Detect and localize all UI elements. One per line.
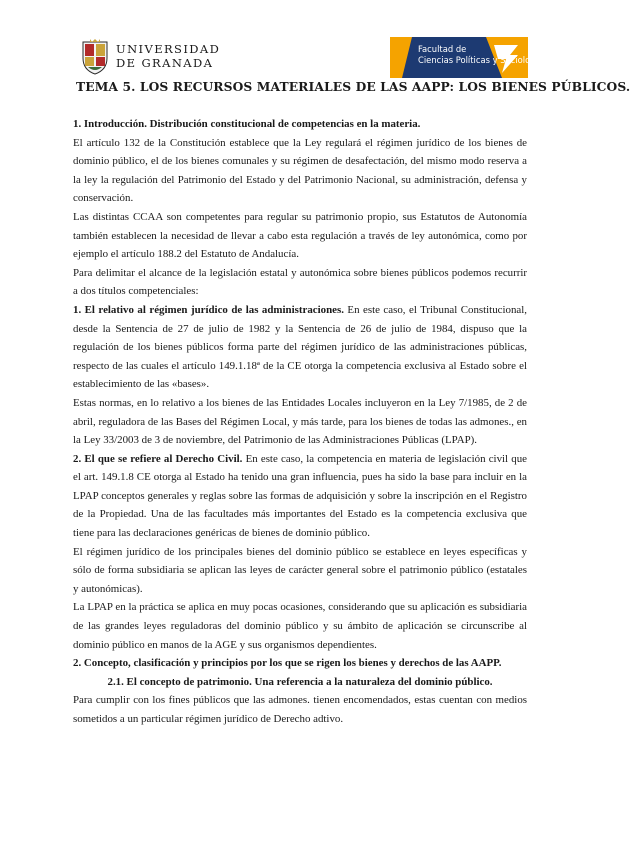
faculty-name-line2: Ciencias Políticas y Sociología [418, 55, 543, 65]
faculty-banner [390, 37, 543, 78]
paragraph-7: El régimen jurídico de los principales bienes del dominio público se establece en leyes específicas y sólo de forma subsidiaria se aplican las leyes de carácter general sobre el patrimonio público (estatales y autonómicas). [73, 545, 527, 595]
paragraph-4-text: En este caso, el Tribunal Constitucional, desde la Sentencia de 27 de julio de 1982 y la Sentencia de 26 de julio de 1984, dispuso que la regulación de los bienes públicos forma parte del régimen jurídico de las administraciones públicas, respecto de las cuales el artículo 149.1.18ª de la CE otorga la competencia exclusiva al Estado sobre el establecimiento de las «bases». [73, 303, 527, 391]
paragraph-8: La LPAP en la práctica se aplica en muy pocas ocasiones, considerando que su aplicación es subsidiaria de las grandes leyes reguladoras del dominio público y su ámbito de aplicación se circunscribe al dominio público en manos de la AGE y sus organismos dependientes. [73, 601, 527, 651]
paragraph-3: Para delimitar el alcance de la legislación estatal y autonómica sobre bienes públicos podemos recurrir a dos títulos competenciales: [73, 266, 527, 298]
paragraph-1: El artículo 132 de la Constitución establece que la Ley regulará el régimen jurídico de los bienes de dominio público, el de los bienes comunales y su régimen de desafectación, del mismo modo reserva a la ley la regulación del Patrimonio del Estado y del Patrimonio Nacional, su administración, defensa y conservación. [73, 136, 527, 205]
document-title: TEMA 5. LOS RECURSOS MATERIALES DE LAS AAPP: LOS BIENES PÚBLICOS. [76, 79, 630, 94]
paragraph-9: Para cumplir con los fines públicos que las admones. tienen encomendados, estas cuentan con medios sometidos a un particular régimen jurídico de Derecho adtivo. [73, 694, 527, 725]
section-2-1-heading: 2.1. El concepto de patrimonio. Una referencia a la naturaleza del dominio público. [107, 675, 493, 688]
section-2-heading: 2. Concepto, clasificación y principios por los que se rigen los bienes y derechos de las AAPP. [73, 657, 502, 670]
paragraph-6-text: En este caso, la competencia en materia de legislación civil que el art. 149.1.8 CE otorga al Estado ha tenido una gran influencia, pues ha sido la base para incluir en la LPAP conceptos generales y reglas sobre las formas de adquisición y sobre la inscripción en el Registro de la Propiedad. Una de las facultades más importantes del Estado es la competencia exclusiva que tiene para las declaraciones genéricas de bienes de dominio público. [73, 452, 527, 540]
paragraph-2: Las distintas CCAA son competentes para regular su patrimonio propio, sus Estatutos de Autonomía también establecen la necesidad de llevar a cabo esta regulación a través de ley autonómica, como por ejemplo el artículo 188.2 del Estatuto de Andalucía. [73, 210, 527, 261]
paragraph-4 [73, 301, 527, 394]
university-logo [80, 38, 240, 78]
university-name-line1: UNIVERSIDAD [116, 42, 221, 56]
document-body [73, 115, 527, 729]
faculty-name-line1: Facultad de [418, 44, 467, 54]
crest-icon [80, 38, 110, 76]
paragraph-6 [73, 450, 527, 543]
paragraph-4-lead: 1. El relativo al régimen jurídico de las administraciones. [73, 303, 344, 316]
university-name-line2: DE GRANADA [116, 56, 214, 70]
section-1-heading: 1. Introducción. Distribución constitucional de competencias en la materia. [73, 118, 421, 130]
paragraph-5: Estas normas, en lo relativo a los bienes de las Entidades Locales incluyeron en la Ley 7/1985, de 2 de abril, reguladora de las Bases del Régimen Local, y más tarde, para los bienes de todas las admones., en la Ley 33/2003 de 3 de noviembre, del Patrimonio de las Administraciones Públicas (LPAP). [73, 396, 527, 447]
paragraph-6-lead: 2. El que se refiere al Derecho Civil. [73, 452, 243, 465]
